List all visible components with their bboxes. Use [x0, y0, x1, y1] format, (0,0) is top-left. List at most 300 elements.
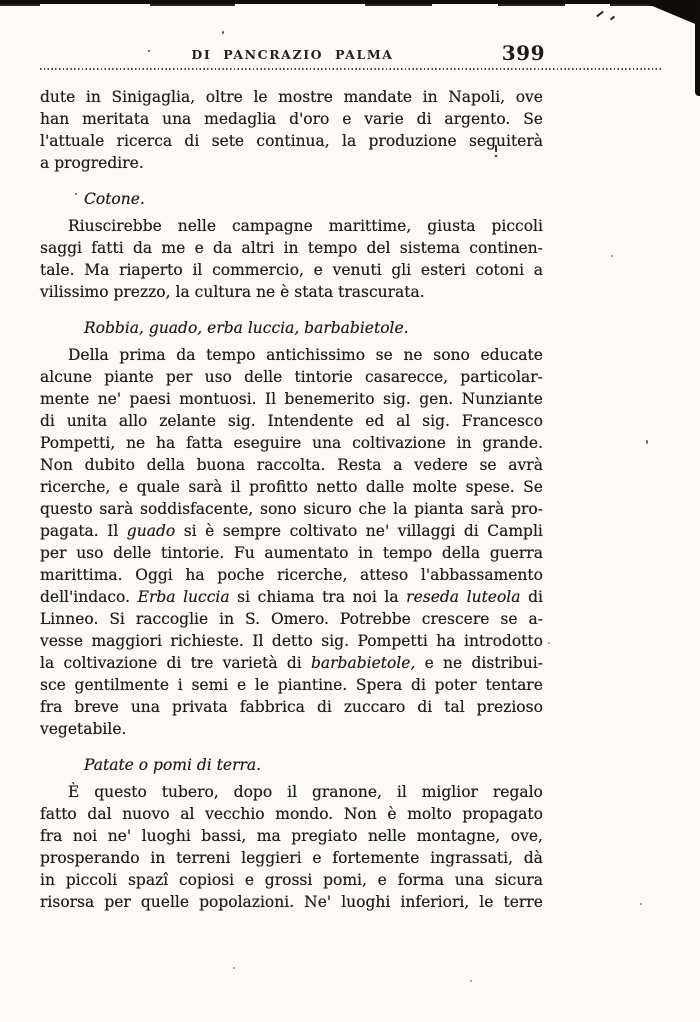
- word: pro-: [511, 500, 543, 518]
- text-line: [40, 215, 543, 237]
- word: copiosi: [178, 871, 235, 889]
- word: ne: [256, 283, 276, 301]
- word: il: [396, 783, 407, 801]
- word: ove,: [510, 827, 543, 845]
- word: fatti: [91, 239, 124, 257]
- word: Il: [265, 390, 277, 408]
- word: sicura: [494, 871, 543, 889]
- word: produzione: [368, 132, 457, 150]
- word: di: [316, 698, 332, 716]
- text-line: [40, 608, 543, 630]
- text-line: [40, 366, 543, 388]
- word: e: [342, 110, 352, 128]
- text-line: [40, 542, 543, 564]
- word: Oggi: [135, 566, 173, 584]
- word: sig.: [321, 632, 350, 650]
- word: da: [132, 239, 153, 257]
- word: ne': [97, 390, 122, 408]
- text-line: [40, 586, 543, 608]
- word: paesi: [129, 390, 171, 408]
- text-line: [40, 498, 543, 520]
- text-line: [40, 652, 543, 674]
- word: fra: [40, 698, 63, 716]
- word: Se: [523, 478, 543, 496]
- word: una: [312, 434, 342, 452]
- word: particolar-: [460, 368, 543, 386]
- word: spazî: [127, 871, 169, 889]
- word: terre: [503, 893, 543, 911]
- word: han: [40, 110, 70, 128]
- word: ricerca: [116, 132, 173, 150]
- scan-speck: [548, 642, 550, 644]
- word: miglior: [421, 783, 478, 801]
- word: vecchio: [205, 805, 265, 823]
- word: in: [85, 88, 101, 106]
- word: soddisfacente,: [140, 500, 254, 518]
- word: è: [205, 522, 215, 540]
- word: gli: [391, 261, 412, 279]
- word: grossi: [264, 871, 313, 889]
- word: privata: [172, 698, 228, 716]
- word: in: [40, 871, 55, 889]
- word: terreni: [176, 849, 231, 867]
- section-heading: Robbia, guado, erba luccia, barbabietole.: [84, 319, 409, 337]
- word: a-: [528, 610, 543, 628]
- word: prezzo,: [113, 283, 171, 301]
- running-title: DI PANCRAZIO PALMA: [191, 47, 394, 62]
- word: e: [312, 849, 322, 867]
- word: Si: [109, 610, 125, 628]
- word: in: [358, 544, 374, 562]
- section-heading: Cotone.: [84, 190, 145, 208]
- word: molto: [407, 805, 452, 823]
- word: tentare: [485, 676, 543, 694]
- word: prezioso: [476, 698, 543, 716]
- word: cotoni: [475, 261, 525, 279]
- word: sarà: [188, 478, 223, 496]
- italic-word: luccia: [183, 588, 230, 606]
- word: sempre: [222, 522, 282, 540]
- word: sce: [40, 676, 66, 694]
- word: trascurata.: [338, 283, 425, 301]
- word: me: [161, 239, 186, 257]
- word: montagne,: [416, 827, 501, 845]
- word: di: [40, 412, 55, 430]
- word: è: [387, 805, 397, 823]
- word: il: [287, 783, 298, 801]
- word: crescere: [421, 610, 490, 628]
- scan-artifact-right-edge: [695, 0, 700, 96]
- word: Francesco: [461, 412, 543, 430]
- text-line: [40, 281, 543, 303]
- text-line: [40, 476, 543, 498]
- word: spese.: [465, 478, 515, 496]
- word: questo: [40, 500, 93, 518]
- word: eseguire: [233, 434, 302, 452]
- word: coltivazione: [63, 654, 158, 672]
- word: mostre: [278, 88, 333, 106]
- word: sarà: [99, 500, 134, 518]
- word: Pompetti,: [40, 434, 116, 452]
- word: sono: [433, 346, 470, 364]
- word: ne: [403, 346, 423, 364]
- word: in: [422, 88, 438, 106]
- word: sig.: [227, 412, 256, 430]
- word: a: [533, 261, 543, 279]
- word: quelle: [140, 893, 190, 911]
- word: il: [192, 261, 203, 279]
- word: propagato: [462, 805, 543, 823]
- text-line: [40, 718, 543, 740]
- word: ne': [107, 827, 132, 845]
- word: da: [213, 239, 233, 257]
- word: e: [377, 871, 387, 889]
- word: ne: [443, 654, 463, 672]
- word: zelante: [159, 412, 217, 430]
- word: vilissimo: [40, 283, 109, 301]
- italic-word: reseda: [406, 588, 460, 606]
- word: ne: [126, 434, 146, 452]
- word: altri: [241, 239, 275, 257]
- word: e: [237, 676, 247, 694]
- word: Omero.: [270, 610, 329, 628]
- word: le: [479, 893, 494, 911]
- word: dopo: [233, 783, 273, 801]
- word: tubero,: [161, 783, 219, 801]
- word: dute: [40, 88, 76, 106]
- paragraph: [40, 215, 543, 303]
- word: seguiterà: [468, 132, 543, 150]
- word: uso: [204, 368, 232, 386]
- word: Il: [252, 632, 264, 650]
- word: poche: [217, 566, 265, 584]
- word: Potrebbe: [339, 610, 411, 628]
- word: ha: [436, 632, 456, 650]
- word: argento.: [444, 110, 511, 128]
- word: in: [456, 434, 472, 452]
- word: ove: [515, 88, 543, 106]
- scan-speck: [233, 967, 235, 969]
- text-line: [40, 108, 543, 130]
- word: tempo: [307, 239, 358, 257]
- word: fabbrica: [239, 698, 305, 716]
- word: alcune: [40, 368, 93, 386]
- word: Non: [40, 456, 73, 474]
- word: aumentato: [264, 544, 349, 562]
- word: noi: [72, 827, 98, 845]
- word: villaggi: [397, 522, 456, 540]
- word: cultura: [194, 283, 252, 301]
- word: antichissimo: [266, 346, 366, 364]
- word: venuti: [332, 261, 382, 279]
- word: netto: [316, 478, 358, 496]
- word: che: [358, 500, 387, 518]
- word: una: [130, 698, 161, 716]
- word: Nunziante: [461, 390, 543, 408]
- word: in: [283, 239, 299, 257]
- word: la: [393, 500, 408, 518]
- word: campagne: [231, 217, 313, 235]
- word: Se: [523, 110, 543, 128]
- word: il: [230, 478, 241, 496]
- word: pagata.: [40, 522, 99, 540]
- word: Della: [68, 346, 109, 364]
- word: dalle: [365, 478, 405, 496]
- word: tal: [444, 698, 465, 716]
- word: l'attuale: [40, 132, 105, 150]
- word: pomi,: [323, 871, 367, 889]
- word: gen.: [419, 390, 454, 408]
- word: granone,: [311, 783, 382, 801]
- text-line: [40, 891, 543, 913]
- word: noi: [352, 588, 377, 606]
- word: tempo: [206, 346, 256, 364]
- word: dal: [87, 805, 112, 823]
- word: piantine.: [277, 676, 348, 694]
- word: distribui-: [471, 654, 543, 672]
- text-line: [40, 152, 543, 174]
- word: giusta: [427, 217, 476, 235]
- word: S.: [245, 610, 261, 628]
- word: d'oro: [289, 110, 330, 128]
- word: detto: [271, 632, 313, 650]
- italic-word: luteola: [466, 588, 521, 606]
- word: se: [500, 610, 518, 628]
- word: dà: [523, 849, 543, 867]
- word: marittima.: [40, 566, 123, 584]
- word: la: [175, 283, 190, 301]
- scan-artifact-top-right-corner: [638, 0, 700, 26]
- text-line: [40, 869, 543, 891]
- word: l'abbassamento: [420, 566, 543, 584]
- word: introdotto: [464, 632, 543, 650]
- word: dubito: [84, 456, 135, 474]
- word: progredire.: [54, 154, 144, 172]
- word: semi: [191, 676, 229, 694]
- text-line: [40, 432, 543, 454]
- word: gentilmente: [74, 676, 170, 694]
- word: Intendente: [267, 412, 354, 430]
- word: esteri: [420, 261, 466, 279]
- word: vegetabile.: [40, 720, 127, 738]
- word: una: [162, 110, 192, 128]
- text-line: [40, 388, 543, 410]
- text-line: [40, 86, 543, 108]
- word: tempo: [382, 544, 433, 562]
- word: tintorie.: [161, 544, 225, 562]
- word: raccoglie: [135, 610, 209, 628]
- word: mondo.: [275, 805, 334, 823]
- running-header: [40, 0, 545, 70]
- word: Ne': [304, 893, 332, 911]
- text-line: [40, 520, 543, 542]
- word: del: [366, 239, 391, 257]
- word: leggieri: [241, 849, 302, 867]
- word: nelle: [367, 827, 407, 845]
- word: chiama: [257, 588, 315, 606]
- word: di: [416, 110, 432, 128]
- word: varietà: [222, 654, 278, 672]
- italic-word: Erba: [137, 588, 176, 606]
- text-line: [40, 259, 543, 281]
- word: mente: [40, 390, 90, 408]
- word: unita: [66, 412, 108, 430]
- word: fatta: [186, 434, 223, 452]
- word: per: [104, 893, 131, 911]
- word: di: [286, 654, 302, 672]
- word: al: [180, 805, 195, 823]
- word: risorsa: [40, 893, 95, 911]
- word: piante: [104, 368, 154, 386]
- word: tintorie: [294, 368, 353, 386]
- word: per: [40, 544, 67, 562]
- scan-speck: [646, 440, 648, 444]
- text-line: [40, 847, 543, 869]
- word: dell'indaco.: [40, 588, 131, 606]
- word: Riuscirebbe: [68, 217, 162, 235]
- scan-speck: [610, 16, 615, 21]
- word: e: [244, 871, 255, 889]
- word: allo: [118, 412, 148, 430]
- word: benemerito: [284, 390, 375, 408]
- text-line: [40, 803, 543, 825]
- word: in: [150, 849, 166, 867]
- word: di: [184, 132, 200, 150]
- text-line: [40, 454, 543, 476]
- word: breve: [74, 698, 119, 716]
- word: Non: [343, 805, 377, 823]
- paragraph: [40, 344, 543, 740]
- word: tra: [322, 588, 345, 606]
- word: vesse: [40, 632, 84, 650]
- word: popolazioni.: [199, 893, 295, 911]
- word: ingrassati,: [430, 849, 513, 867]
- word: una: [454, 871, 484, 889]
- word: ne': [365, 522, 390, 540]
- word: buona: [196, 456, 246, 474]
- text-line: [40, 130, 543, 152]
- scan-speck: [596, 11, 604, 18]
- word: continua,: [256, 132, 330, 150]
- word: pregiato: [291, 827, 358, 845]
- word: tre: [190, 654, 214, 672]
- word: forma: [397, 871, 445, 889]
- word: mandate: [343, 88, 413, 106]
- word: e: [194, 239, 204, 257]
- word: in: [219, 610, 235, 628]
- word: maggiori: [91, 632, 162, 650]
- word: al: [396, 412, 411, 430]
- word: a: [40, 154, 50, 172]
- word: atteso: [360, 566, 409, 584]
- word: riaperto: [119, 261, 183, 279]
- word: regalo: [492, 783, 543, 801]
- word: ha: [185, 566, 205, 584]
- word: commercio,: [212, 261, 304, 279]
- word: di: [166, 654, 182, 672]
- word: È: [68, 783, 80, 801]
- word: piccoli: [491, 217, 543, 235]
- word: questo: [94, 783, 147, 801]
- word: sete: [211, 132, 245, 150]
- word: marittime,: [328, 217, 412, 235]
- word: delle: [244, 368, 283, 386]
- word: Il: [107, 522, 119, 540]
- word: quale: [136, 478, 180, 496]
- word: continen-: [469, 239, 543, 257]
- text-column: [40, 86, 543, 913]
- word: bassi,: [201, 827, 247, 845]
- italic-word: barbabietole,: [310, 654, 416, 672]
- word: Resta: [337, 456, 382, 474]
- word: educate: [480, 346, 543, 364]
- word: sig.: [422, 412, 450, 430]
- word: sarà: [470, 500, 505, 518]
- word: si: [183, 522, 197, 540]
- word: pianta: [414, 500, 464, 518]
- text-line: [40, 237, 543, 259]
- word: le: [253, 88, 268, 106]
- word: saggi: [40, 239, 82, 257]
- word: fatto: [40, 805, 77, 823]
- word: da: [176, 346, 196, 364]
- word: fra: [40, 827, 63, 845]
- scan-speck: [640, 903, 642, 905]
- word: nelle: [177, 217, 216, 235]
- word: luoghi: [141, 827, 191, 845]
- word: la: [384, 588, 399, 606]
- word: Pompetti: [357, 632, 428, 650]
- word: di: [463, 522, 479, 540]
- word: avrà: [508, 456, 543, 474]
- word: se: [479, 456, 497, 474]
- italic-word: guado: [126, 522, 176, 540]
- word: Campli: [487, 522, 543, 540]
- scan-speck: [611, 255, 613, 257]
- text-line: [40, 696, 543, 718]
- word: oltre: [205, 88, 243, 106]
- word: se: [375, 346, 393, 364]
- text-line: [40, 410, 543, 432]
- paragraph: [40, 781, 543, 913]
- word: fortemente: [332, 849, 420, 867]
- word: si: [237, 588, 251, 606]
- text-line: [40, 674, 543, 696]
- text-line: [40, 344, 543, 366]
- word: per: [165, 368, 193, 386]
- word: uso: [76, 544, 104, 562]
- word: sono: [259, 500, 297, 518]
- section-heading: Patate o pomi di terra.: [84, 756, 262, 774]
- word: nuovo: [122, 805, 170, 823]
- word: i: [177, 676, 183, 694]
- word: coltivato: [289, 522, 358, 540]
- word: è: [280, 283, 290, 301]
- word: profitto: [249, 478, 308, 496]
- word: ricerche,: [277, 566, 348, 584]
- word: di: [528, 588, 543, 606]
- word: poter: [434, 676, 477, 694]
- word: piccoli: [65, 871, 118, 889]
- word: Ma: [84, 261, 110, 279]
- word: raccolta.: [256, 456, 326, 474]
- word: a: [393, 456, 403, 474]
- scan-speck: [470, 980, 472, 982]
- word: Fu: [233, 544, 255, 562]
- word: ricerche,: [40, 478, 111, 496]
- word: montuosi.: [179, 390, 257, 408]
- paragraph: [40, 86, 543, 174]
